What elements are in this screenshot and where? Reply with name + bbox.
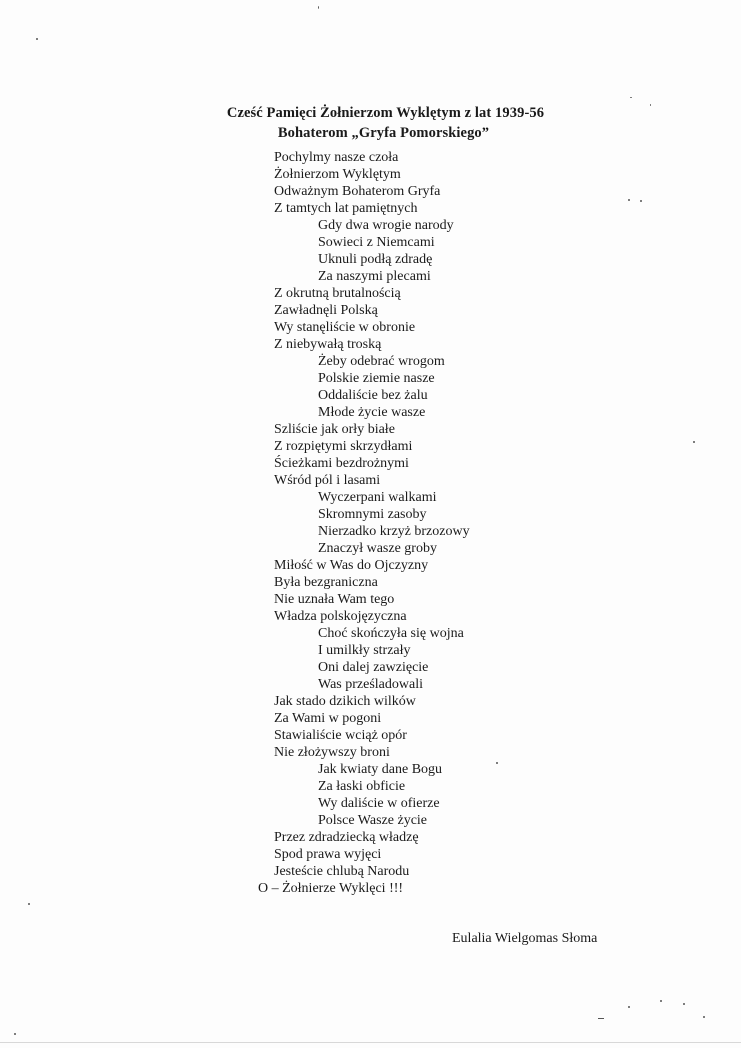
poem-line: Za Wami w pogoni bbox=[274, 711, 382, 726]
poem-line: Odważnym Bohaterom Gryfa bbox=[274, 184, 441, 199]
poem-line: I umilkły strzały bbox=[318, 643, 411, 658]
scan-speck bbox=[628, 1006, 630, 1008]
scan-speck bbox=[318, 6, 319, 9]
poem-line: Wy daliście w ofierze bbox=[318, 796, 440, 811]
poem-line: Was prześladowali bbox=[318, 677, 423, 692]
poem-line: Oddaliście bez żalu bbox=[318, 388, 428, 403]
poem-line: Nie uznała Wam tego bbox=[274, 592, 395, 607]
author-signature: Eulalia Wielgomas Słoma bbox=[452, 931, 598, 946]
scan-speck bbox=[640, 200, 642, 202]
poem-line: Ścieżkami bezdrożnymi bbox=[274, 456, 409, 471]
poem-line: Gdy dwa wrogie narody bbox=[318, 218, 454, 233]
poem-line: Władza polskojęzyczna bbox=[274, 609, 407, 624]
scan-speck bbox=[683, 1003, 685, 1005]
poem-title: Cześć Pamięci Żołnierzom Wyklętym z lat 1939-56 bbox=[226, 105, 545, 121]
scan-speck bbox=[28, 903, 30, 905]
poem-line: Z okrutną brutalnością bbox=[274, 286, 401, 301]
scan-speck bbox=[14, 1033, 16, 1035]
scan-speck bbox=[598, 1018, 604, 1019]
scan-speck bbox=[693, 441, 695, 443]
scan-speck bbox=[628, 199, 630, 201]
poem-line: Stawialiście wciąż opór bbox=[274, 728, 407, 743]
poem-line: Żeby odebrać wrogom bbox=[318, 354, 445, 369]
poem-line: Jak stado dzikich wilków bbox=[274, 694, 416, 709]
poem-line: Nierzadko krzyż brzozowy bbox=[318, 524, 470, 539]
poem-line: Wyczerpani walkami bbox=[318, 490, 437, 505]
poem-line: Z niebywałą troską bbox=[274, 337, 382, 352]
poem-line: Miłość w Was do Ojczyzny bbox=[274, 558, 429, 573]
poem-line: Znaczył wasze groby bbox=[318, 541, 437, 556]
scan-edge-line bbox=[0, 1042, 741, 1043]
poem-line: Jesteście chlubą Narodu bbox=[274, 864, 410, 879]
poem-line: Uknuli podłą zdradę bbox=[318, 252, 433, 267]
poem-line: Była bezgraniczna bbox=[274, 575, 378, 590]
poem-line: Jak kwiaty dane Bogu bbox=[318, 762, 443, 777]
poem-line: Z tamtych lat pamiętnych bbox=[274, 201, 418, 216]
poem-line: Wśród pól i lasami bbox=[274, 473, 381, 488]
poem-line: Polsce Wasze życie bbox=[318, 813, 428, 828]
poem-line: Przez zdradziecką władzę bbox=[274, 830, 419, 845]
poem-line: O – Żołnierze Wyklęci !!! bbox=[258, 881, 404, 896]
poem-line: Polskie ziemie nasze bbox=[318, 371, 435, 386]
poem-line: Żołnierzom Wyklętym bbox=[274, 167, 401, 182]
scan-speck bbox=[703, 1016, 705, 1018]
poem-line: Za łaski obficie bbox=[318, 779, 406, 794]
scan-speck bbox=[630, 97, 632, 98]
poem-line: Oni dalej zawzięcie bbox=[318, 660, 429, 675]
poem-line: Spod prawa wyjęci bbox=[274, 847, 382, 862]
poem-line: Skromnymi zasoby bbox=[318, 507, 427, 522]
poem-line: Z rozpiętymi skrzydłami bbox=[274, 439, 413, 454]
poem-line: Pochylmy nasze czoła bbox=[274, 150, 399, 165]
poem-line: Wy stanęliście w obronie bbox=[274, 320, 416, 335]
poem-subtitle: Bohaterom „Gryfa Pomorskiego” bbox=[277, 125, 490, 141]
scan-speck bbox=[660, 1000, 662, 1002]
poem-line: Nie złożywszy broni bbox=[274, 745, 390, 760]
poem-line: Sowieci z Niemcami bbox=[318, 235, 435, 250]
poem-line: Zawładnęli Polską bbox=[274, 303, 378, 318]
poem-line: Szliście jak orły białe bbox=[274, 422, 395, 437]
poem-line: Za naszymi plecami bbox=[318, 269, 431, 284]
scan-speck bbox=[496, 762, 498, 764]
scan-speck bbox=[650, 104, 651, 106]
poem-line: Młode życie wasze bbox=[318, 405, 426, 420]
scan-speck bbox=[36, 38, 38, 40]
poem-line: Choć skończyła się wojna bbox=[318, 626, 464, 641]
